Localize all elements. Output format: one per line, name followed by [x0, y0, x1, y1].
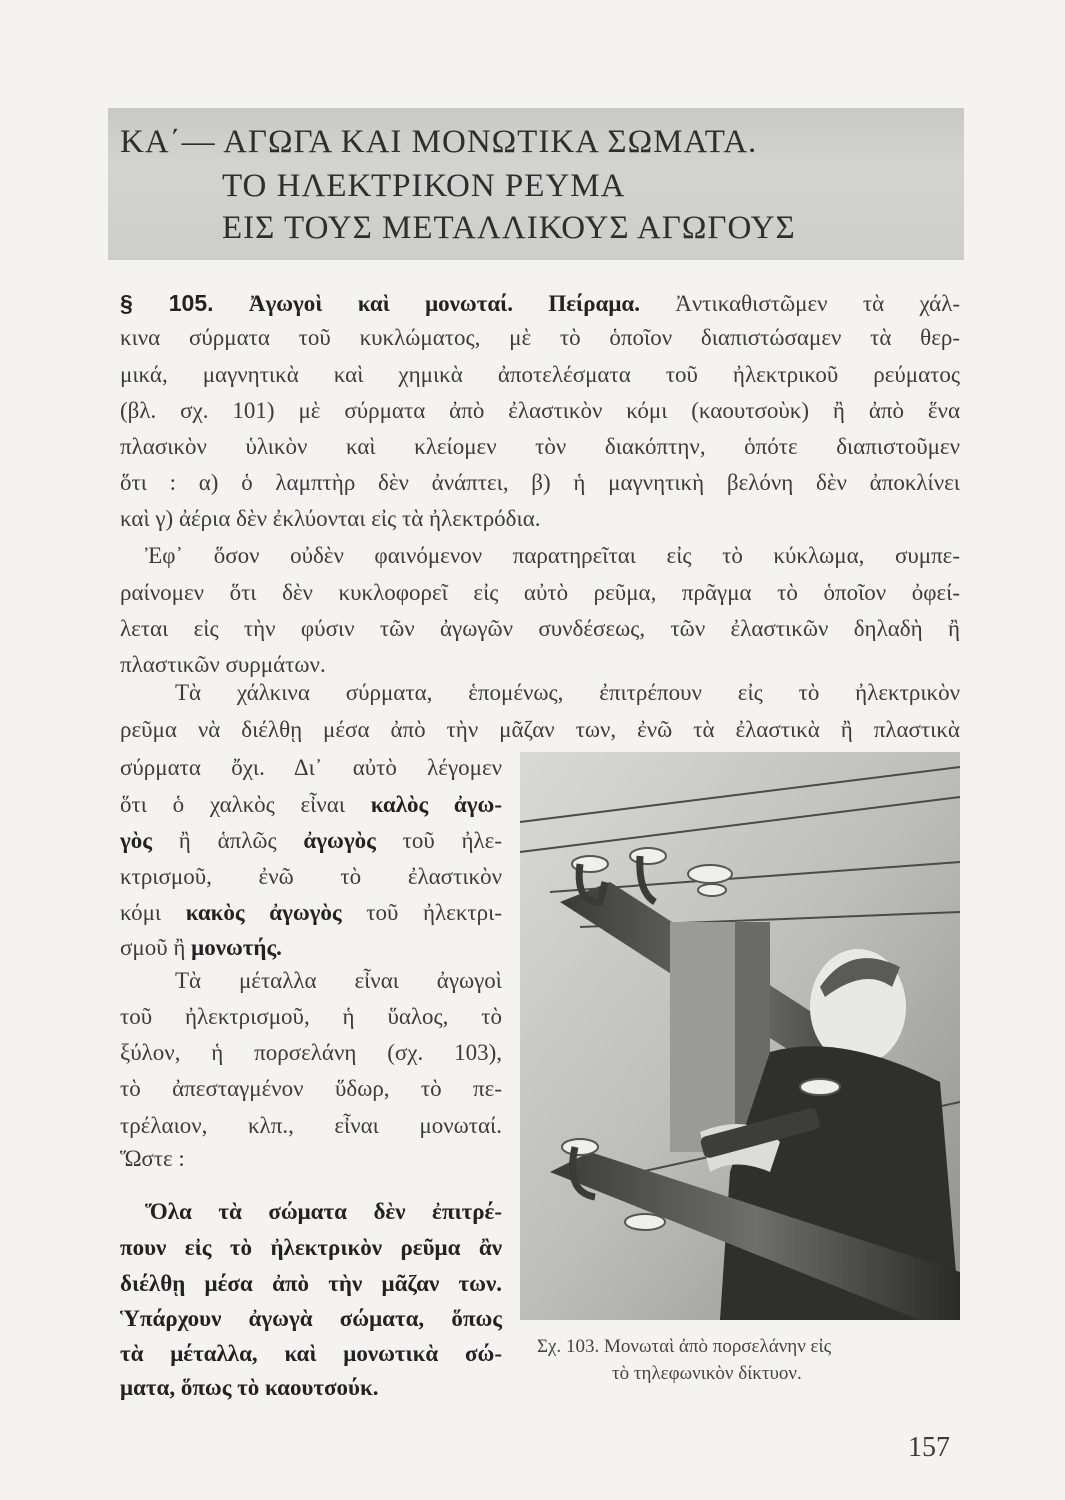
chapter-title-line-1: ΚΑ΄— ΑΓΩΓΑ ΚΑΙ ΜΟΝΩΤΙΚΑ ΣΩΜΑΤΑ. — [120, 124, 758, 160]
bold-term: ἀγωγὸς — [303, 828, 376, 853]
body-line — [120, 792, 502, 818]
body-line: λεται εἰς τὴν φύσιν τῶν ἀγωγῶν συνδέσεως, τῶν ἐλαστικῶν δηλαδὴ ἢ — [120, 616, 960, 641]
bold-term: κακὸς ἀγωγὸς — [185, 900, 342, 925]
summary-line: πουν εἰς τὸ ἠλεκτρικὸν ρεῦμα ἂν — [120, 1235, 502, 1260]
body-text: ὅτι ὁ χαλκὸς εἶναι — [120, 792, 371, 817]
body-line: πλαστικῶν συρμάτων. — [120, 652, 326, 677]
summary-line: Ὑπάρχουν ἀγωγὰ σώματα, ὅπως — [120, 1306, 502, 1331]
body-line: Τὰ μέταλλα εἶναι ἀγωγοὶ — [175, 968, 502, 993]
summary-line: Ὅλα τὰ σώματα δὲν ἐπιτρέ- — [145, 1199, 502, 1224]
page-number: 157 — [908, 1432, 950, 1463]
body-line: τρέλαιον, κλπ., εἶναι μονωταί. — [120, 1113, 502, 1138]
figure-caption-line-1: Σχ. 103. Μονωταὶ ἀπὸ πορσελάνην εἰς — [537, 1336, 832, 1357]
body-text: τοῦ ἠλεκτρι- — [341, 900, 502, 925]
figure-photo-insulators — [520, 752, 960, 1320]
section-heading: Ἀγωγοὶ καὶ μονωταί. Πείραμα. — [248, 291, 640, 316]
body-line: ὅτι : α) ὁ λαμπτὴρ δὲν ἀνάπτει, β) ἡ μαγνητικὴ βελόνη δὲν ἀποκλίνει — [120, 470, 960, 495]
bold-term: γὸς — [120, 828, 152, 853]
body-line: τὸ ἀπεσταγμένον ὕδωρ, τὸ πε- — [120, 1076, 502, 1101]
bold-term: καλὸς ἀγω- — [370, 792, 502, 817]
body-text: Ἀντικαθιστῶμεν τὰ χάλ- — [675, 291, 961, 316]
body-line: κινα σύρματα τοῦ κυκλώματος, μὲ τὸ ὁποῖον διαπιστώσαμεν τὰ θερ- — [120, 325, 960, 350]
body-line: ραίνομεν ὅτι δὲν κυκλοφορεῖ εἰς αὐτὸ ρεῦμα, πρᾶγμα τὸ ὁποῖον ὀφεί- — [120, 580, 960, 605]
insulators-illustration — [520, 752, 960, 1320]
body-line: ξύλον, ἡ πορσελάνη (σχ. 103), — [120, 1040, 502, 1065]
section-number: § 105. — [120, 290, 214, 316]
body-line: πλασικὸν ὑλικὸν καὶ κλείομεν τὸν διακόπτην, ὁπότε διαπιστοῦμεν — [120, 434, 960, 459]
body-line — [120, 900, 502, 926]
body-line: Ἐφ᾿ ὅσον οὐδὲν φαινόμενον παρατηρεῖται εἰς τὸ κύκλωμα, συμπε- — [145, 543, 960, 568]
summary-line: ματα, ὅπως τὸ καουτσούκ. — [120, 1375, 379, 1400]
body-line — [120, 935, 502, 961]
body-text: κόμι — [120, 900, 186, 925]
body-line: σύρματα ὄχι. Δι᾿ αὐτὸ λέγομεν — [120, 755, 502, 780]
chapter-title-line-2: ΤΟ ΗΛΕΚΤΡΙΚΟΝ ΡΕΥΜΑ — [222, 168, 626, 204]
section-heading-line — [120, 290, 960, 317]
body-line — [120, 828, 502, 854]
body-line: καὶ γ) ἀέρια δὲν ἐκλύονται εἰς τὰ ἠλεκτρόδια. — [120, 506, 541, 531]
body-text: σμοῦ ἢ — [120, 935, 192, 960]
summary-line: διέλθῃ μέσα ἀπὸ τὴν μᾶζαν των. — [120, 1271, 502, 1296]
body-line: ρεῦμα νὰ διέλθῃ μέσα ἀπὸ τὴν μᾶζαν των, ἐνῶ τὰ ἐλαστικὰ ἢ πλαστικὰ — [120, 717, 960, 742]
body-line: κτρισμοῦ, ἐνῶ τὸ ἐλαστικὸν — [120, 864, 502, 889]
body-text: ἢ ἁπλῶς — [151, 828, 304, 853]
body-line: τοῦ ἠλεκτρισμοῦ, ἡ ὕαλος, τὸ — [120, 1004, 502, 1029]
body-line: (βλ. σχ. 101) μὲ σύρματα ἀπὸ ἐλαστικὸν κόμι (καουτσοὺκ) ἢ ἀπὸ ἕνα — [120, 398, 960, 423]
summary-line: τὰ μέταλλα, καὶ μονωτικὰ σώ- — [120, 1341, 502, 1366]
figure-caption-line-2: τὸ τηλεφωνικὸν δίκτυον. — [612, 1363, 802, 1384]
body-line: Ὥστε : — [120, 1146, 185, 1171]
body-line: μικά, μαγνητικὰ καὶ χημικὰ ἀποτελέσματα τοῦ ἠλεκτρικοῦ ρεύματος — [120, 362, 960, 387]
chapter-title-line-3: ΕΙΣ ΤΟΥΣ ΜΕΤΑΛΛΙΚΟΥΣ ΑΓΩΓΟΥΣ — [222, 210, 796, 246]
body-line: Τὰ χάλκινα σύρματα, ἑπομένως, ἐπιτρέπουν εἰς τὸ ἠλεκτρικὸν — [175, 680, 960, 705]
bold-term: μονωτής. — [191, 935, 282, 960]
body-text: τοῦ ἠλε- — [375, 828, 502, 853]
